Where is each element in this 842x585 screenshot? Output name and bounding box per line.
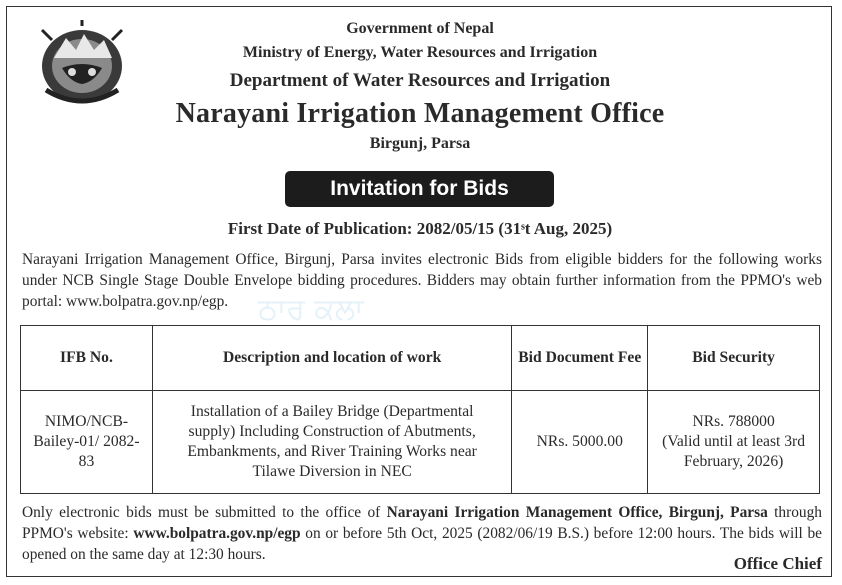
footer-prefix: Only electronic bids must be submitted to the office of (22, 504, 387, 521)
office-location: Birgunj, Parsa (369, 135, 471, 152)
footer-office: Narayani Irrigation Management Office, Birgunj, Parsa (386, 504, 768, 521)
security-amount: NRs. 788000 (692, 413, 775, 430)
security-validity: (Valid until at least 3rd February, 2026) (662, 433, 806, 470)
header-description: Description and location of work (152, 326, 511, 391)
table-header-row (21, 326, 820, 391)
footer-through: through PPMO's website: (22, 504, 822, 542)
signature-office-chief: Office Chief (733, 554, 822, 573)
government-line: Government of Nepal (346, 20, 494, 37)
footer-deadline: on or before 5th Oct, 2025 (2082/06/19 B.S.) before 12:00 hours. The bids will be opened on the same day at 12:30 hours. (22, 525, 822, 563)
cell-fee: NRs. 5000.00 (512, 391, 648, 494)
cell-description: Installation of a Bailey Bridge (Departmental supply) Including Construction of Abutments, Embankments, and River Training Works near Tilawe Diversion in NEC (152, 391, 511, 494)
header-ifb: IFB No. (21, 326, 153, 391)
table-row (21, 391, 820, 494)
watermark: ਠਾਰ ਕਲਾ (258, 292, 364, 327)
notice-title-banner: Invitation for Bids (285, 171, 554, 207)
submission-paragraph (22, 502, 822, 565)
intro-paragraph (22, 249, 822, 312)
cell-ifb: NIMO/NCB-Bailey-01/ 2082-83 (21, 391, 153, 494)
cell-security (648, 391, 820, 494)
footer-website: www.bolpatra.gov.np/egp (133, 525, 301, 542)
intro-text: Narayani Irrigation Management Office, Birgunj, Parsa invites electronic Bids from eligible bidders for the following works under NCB Single Stage Double Envelope bidding procedures. Bidders may obtain further information from the PPMO's web portal: www.bolpatra.gov.np/egp. (22, 251, 822, 310)
header-fee: Bid Document Fee (512, 326, 648, 391)
publication-date: First Date of Publication: 2082/05/15 (31ˢt Aug, 2025) (227, 219, 613, 238)
office-title: Narayani Irrigation Management Office (175, 98, 665, 129)
bid-table (20, 325, 820, 494)
ministry-line: Ministry of Energy, Water Resources and Irrigation (242, 44, 598, 61)
header-security: Bid Security (648, 326, 820, 391)
department-line: Department of Water Resources and Irrigation (229, 70, 611, 91)
nepal-government-emblem-icon (32, 20, 132, 108)
